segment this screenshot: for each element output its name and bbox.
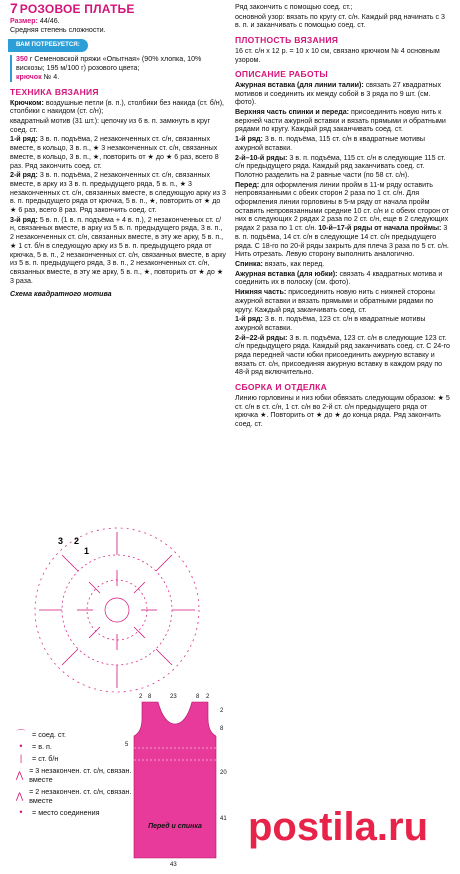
dim-top-2: 8 [148,694,152,700]
header [10,0,226,16]
legend-item: • = в. п. [10,742,140,751]
materials-badge: ВАМ ПОТРЕБУЕТСЯ: [8,39,88,52]
crochet-label: Крючком: [10,98,44,107]
dim-top-3: 23 [170,694,177,700]
right-column: Ряд закончить с помощью соед. ст.; основной узор: вязать по кругу ст. с/н. Каждый ряд начинать с 3 в. п. и заканчивать с помощью соед. ст. ПЛОТНОСТЬ ВЯЗАНИЯ 16 ст. с/н х 12 р. = 10 х 10 см, связано крючком № 4 основным узором. ОПИСАНИЕ РАБОТЫ Ажурная вставка (для линии талии): связать 27 квадратных мотивов и соединить их между собой в 3 ряда по 9 шт. (см. фото). Верхняя часть спинки и переда: присоединить новую нить к верхней части ажурной вставки и вязать прямыми и обратными рядами по кругу. Каждый ряд заканчивать соед. ст. 1-й ряд: 3 в. п. подъёма, 115 ст. с/н в квадратные мотивы ажурной вставки. 2-й–10-й ряды: 3 в. п. подъёма, 115 ст. с/н в следующие 115 ст. с/н предыдущего ряда. Каждый ряд заканчивать соед. ст. Полотно разделить на 2 равные части (по 58 ст. с/н). Перед: для оформления линии пройм в 11-м ряду оставить непровязанными с обеих сторон 2 раза по 1 ст. с/н. Для оформления линии горловины в 5-м ряду от начала пройм оставить непровязанными средние 10 ст. с/н и с обеих сторон от них в следующих 2 рядах 2 раза по 2 ст. с/н, еще в 2 следующих рядах 2 раза по 1 ст. с/н. 10-й–17-й ряды от начала проймы: 3 в. п. подъёма, 14 ст. с/н в следующие 14 ст. с/н предыдущего ряда. С 18-го по 20-й ряды закрыть для плеча 3 раза по 5 ст. с/н. Нить отрезать. Левую сторону выполнить аналогично. Спинка: вязать, как перед. Ажурная вставка (для юбки): связать 4 квадратных мотива и соединить их в полоску (см. фото). Нижняя часть: присоединить новую нить с нижней стороны ажурной вставки и вязать прямыми и обратными рядами по кругу. Каждый ряд заканчивать соед. ст. 1-й ряд: 3 в. п. подъёма, 123 ст. с/н в квадратные мотивы ажурной вставки. 2-й–22-й ряды: 3 в. п. подъёма, 123 ст. с/н в следующие 123 ст. с/н предыдущего ряда. Каждый ряд заканчивать соед. ст. С 24-го ряда передней части юбки присоединить ажурную вставку и вязать ст. с/н, присоединяя ажурную вставку в каждом ряду по 48-й ряд включительно. СБОРКА И ОТДЕЛКА Линию горловины и низ юбки обвязать следующим образом: ★ 5 ст. с/н в ст. с/н, 1 ст. с/н во 2-й ст. с/н предыдущего ряда от крючка ★. Повторить от ★ до ★ до конца ряда. Ряд закончить соед. ст. [235,3,450,428]
dim-right-2: 8 [220,726,224,732]
pattern-number: 7 [10,0,18,16]
cluster3-icon: ⋀ [15,769,24,780]
row1-text: 3 в. п. подъёма, 2 незаконченных ст. с/н, связанных вместе, в кольцо, 3 в. п., ★ 3 незаконченных ст. с/н, связанных вместе, в кольцо, 3 в. п., ★, повторить от ★ до ★ 6 раз, всего 8 раз. Ряд закончить соед. ст. [10,135,219,170]
diagram-label-1: 1 [84,546,90,556]
legend-item: ⋀ = 3 незакончен. ст. с/н, связан. вместе [10,766,140,784]
hook-label: крючок [16,73,42,82]
legend-item: | = ст. б/н [10,754,140,763]
dim-right-4: 41 [220,816,227,822]
diagram-caption: Схема квадратного мотива [10,290,112,299]
left-column [10,0,226,300]
dim-top-4: 8 [196,694,200,700]
motif-intro: квадратный мотив (31 шт.): цепочку из 6 в. п. замкнуть в круг соед. ст. [10,117,211,134]
pattern-title: РОЗОВОЕ ПЛАТЬЕ [19,2,135,16]
gauge-text: 16 ст. с/н х 12 р. = 10 х 10 см, связано крючком № 4 основным узором. [235,46,440,64]
size-value: 44/46. [39,16,60,25]
row2-label: 2-й ряд: [10,171,38,180]
dim-top-5: 2 [206,694,210,700]
cluster2-icon: ⋀ [15,790,24,801]
dim-left: 5 [125,742,129,748]
diagram-spokes [39,532,195,688]
yarn-amount: 350 [16,54,28,63]
gauge-heading: ПЛОТНОСТЬ ВЯЗАНИЯ [235,35,339,46]
hook-value: № 4. [43,73,60,82]
diagram-label-3: 3 [58,536,64,546]
row3-label: 3-й ряд: [10,215,38,224]
right-top-text2: основной узор: вязать по кругу ст. с/н. Каждый ряд начинать с 3 в. п. и заканчивать с помощью соед. ст. [235,12,445,30]
right-top-text1: Ряд закончить с помощью соед. ст.; [235,3,353,11]
dim-right-1: 2 [220,708,224,714]
chain-dot-icon: • [19,741,23,751]
garment-shape [134,702,216,858]
work-heading: ОПИСАНИЕ РАБОТЫ [235,69,328,80]
assembly-heading: СБОРКА И ОТДЕЛКА [235,382,328,393]
slip-stitch-icon: ⌒ [16,729,26,739]
size-label: Размер: [10,16,38,25]
join-point-icon: • [19,807,23,817]
materials [10,39,226,82]
postila-logo-graphic [240,780,455,868]
garment-label: Перед и спинка [148,823,202,830]
row3-text: 5 в. п. (1 в. п. подъёма + 4 в. п.), 2 незаконченных ст. с/н, связанных вместе, в арку из 5 в. п. предыдущего ряда, 3 в. п., 2 незаконченных ст. с/н, связанных вместе, в эту же арку, 5 в. п., ★ 1 ст. б/н в следующую арку из 5 в. п. предыдущего ряда от крючка, 5 в. п., 2 незаконченных ст. с/н, связанных вместе, в арку из 5 в. п. предыдущего ряда, 3 в. п., 2 незаконченных ст. с/н, связанных вместе, в эту же арку, 5 в. п., ★, повторить от ★ до ★ 3 раза. [10,215,226,285]
motif-diagram [22,510,212,710]
postila-logo[interactable] [240,780,455,868]
diagram-label-2: 2 [74,536,80,546]
legend-item: ⋀ = 2 незакончен. ст. с/н, связан. вместе [10,787,140,805]
dim-top-1: 2 [139,694,143,700]
single-crochet-icon: | [19,753,23,763]
technique-heading: ТЕХНИКА ВЯЗАНИЯ [10,86,99,97]
assembly-text: Линию горловины и низ юбки обвязать следующим образом: ★ 5 ст. с/н в ст. с/н, 1 ст. с/н во 2-й ст. с/н предыдущего ряда от крючка ★. Повторить от ★ до ★ до конца ряда. Ряд закончить соед. ст. [235,393,450,428]
difficulty: Средняя степень сложности. [10,26,106,35]
legend-item: • = место соединения [10,808,140,817]
garment-pattern [120,688,230,868]
crochet-text: воздушные петли (в. п.), столбики без накида (ст. б/н), столбики с накидом (ст. с/н); [10,98,225,116]
dim-right-3: 20 [220,770,227,776]
logo-text: postila.ru [248,805,429,849]
row2-text: 3 в. п. подъёма, 2 незаконченных ст. с/н, связанных вместе, в арку из 3 в. п. предыдущего ряда, 5 в. п., ★ 3 незаконченных ст. с/н, связанных вместе, в следующую арку из 3 в. п. предыдущего ряда от крючка, 5 в. п., ★, повторить от ★ до ★ 6 раз, всего 8 раз. Ряд закончить соед. ст. [10,171,226,215]
dim-bottom: 43 [170,862,177,868]
row1-label: 1-й ряд: [10,135,38,144]
yarn-text: г Семеновской пряжи «Опытная» (90% хлопка, 10% вискозы; 195 м/100 г) розового цвета; [16,54,202,72]
yarn-box [10,55,226,82]
legend-item: ⌒ = соед. ст. [10,730,140,739]
